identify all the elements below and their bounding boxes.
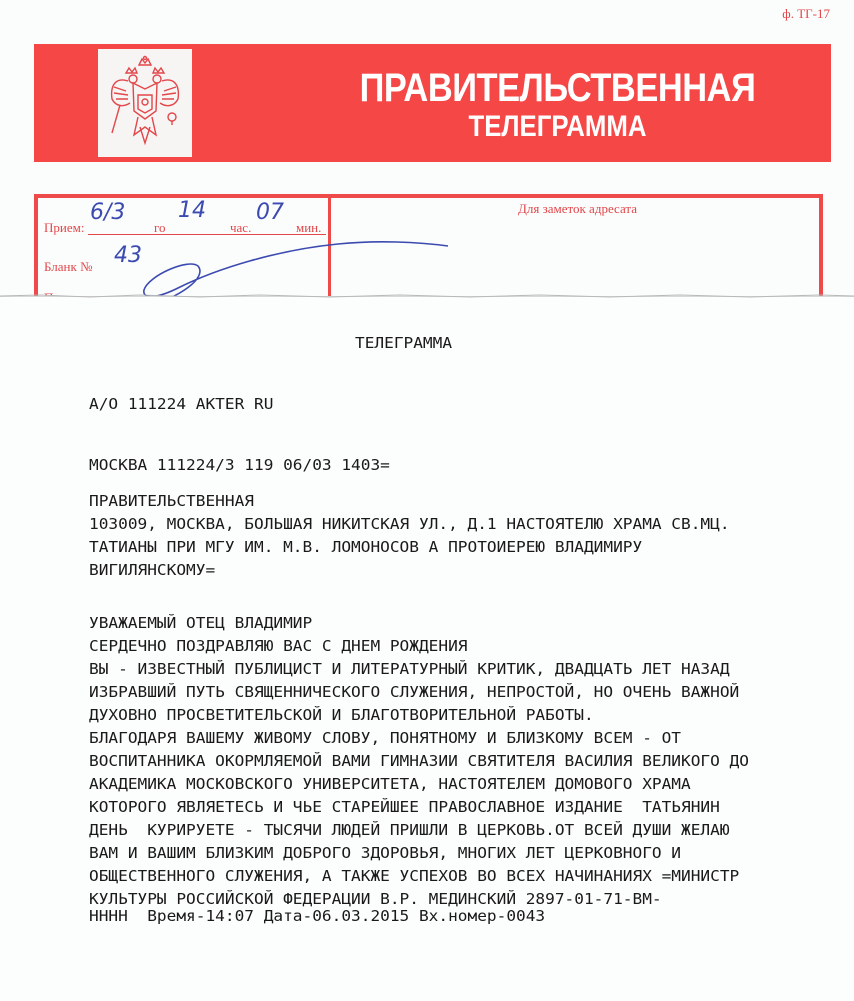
form-code: ф. ТГ-17 [782,6,830,21]
minute-label: мин. [296,220,322,235]
blank-number-handwritten: 43 [114,243,142,268]
received-label: Прием: [44,220,85,235]
body-line: ВАМ И ВАШИМ БЛИЗКИМ ДОБРОГО ЗДОРОВЬЯ, МНОГИХ ЛЕТ ЦЕРКОВНОГО И [89,844,682,862]
body-line: КУЛЬТУРЫ РОССИЙСКОЙ ФЕДЕРАЦИИ В.Р. МЕДИНСКИЙ 2897-01-71-ВМ- [89,890,662,908]
received-date-handwritten: 6/3 [90,200,126,225]
body-line: ДУХОВНО ПРОСВЕТИТЕЛЬСКОЙ И БЛАГОТВОРИТЕЛЬНОЙ РАБОТЫ. [89,706,594,724]
coat-of-arms-icon [106,55,184,151]
body-line: СЕРДЕЧНО ПОЗДРАВЛЯЮ ВАС С ДНЕМ РОЖДЕНИЯ [89,637,468,655]
body-line: ИЗБРАВШИЙ ПУТЬ СВЯЩЕННИЧЕСКОГО СЛУЖЕНИЯ, НЕПРОСТОЙ, НО ОЧЕНЬ ВАЖНОЙ [89,683,740,701]
telegram-origin: МОСКВА 111224/3 119 06/03 1403= [89,456,390,474]
hour-handwritten: 14 [178,198,206,223]
emblem-frame [98,49,192,157]
body-line: УВАЖАЕМЫЙ ОТЕЦ ВЛАДИМИР [89,614,313,632]
body-line: КОТОРОГО ЯВЛЯЕТЕСЬ И ЧЬЕ СТАРЕЙШЕЕ ПРАВОСЛАВНОЕ ИЗДАНИЕ ТАТЬЯНИН [89,798,720,816]
telegram-footer: НННН Время-14:07 Дата-06.03.2015 Вх.номер-0043 [89,907,546,925]
body-line: ВОСПИТАННИКА ОКОРМЛЯЕМОЙ ВАМИ ГИМНАЗИИ СВЯТИТЕЛЯ ВАСИЛИЯ ВЕЛИКОГО ДО [89,752,749,770]
go-label: го [154,220,166,235]
telegram-heading: ТЕЛЕГРАММА [355,334,453,352]
address-line: 103009, МОСКВА, БОЛЬШАЯ НИКИТСКАЯ УЛ., Д.1 НАСТОЯТЕЛЮ ХРАМА СВ.МЦ. [89,515,730,533]
body-line: АКАДЕМИКА МОСКОВСКОГО УНИВЕРСИТЕТА, НАСТОЯТЕЛЕМ ДОМОВОГО ХРАМА [89,775,691,793]
body-line: ОБЩЕСТВЕННОГО СЛУЖЕНИЯ, А ТАКЖЕ УСПЕХОВ ВО ВСЕХ НАЧИНАНИЯХ =МИНИСТР [89,867,740,885]
address-line: ПРАВИТЕЛЬСТВЕННАЯ [89,492,254,510]
hour-label: час. [230,220,252,235]
body-line: ВЫ - ИЗВЕСТНЫЙ ПУБЛИЦИСТ И ЛИТЕРАТУРНЫЙ КРИТИК, ДВАДЦАТЬ ЛЕТ НАЗАД [89,660,730,678]
minute-handwritten: 07 [256,200,284,225]
notes-label: Для заметок адресата [518,201,638,216]
telegram-routing: А/О 111224 AKTER RU [89,395,274,413]
banner-title: ПРАВИТЕЛЬСТВЕННАЯ [359,66,756,110]
torn-edge [0,292,854,300]
body-line: БЛАГОДАРЯ ВАШЕМУ ЖИВОМУ СЛОВУ, ПОНЯТНОМУ И БЛИЗКОМУ ВСЕМ - ОТ [89,729,682,747]
body-line: ДЕНЬ КУРИРУЕТЕ - ТЫСЯЧИ ЛЮДЕЙ ПРИШЛИ В ЦЕРКОВЬ.ОТ ВСЕЙ ДУШИ ЖЕЛАЮ [89,821,730,839]
address-line: ВИГИЛЯНСКОМУ= [89,561,216,579]
header-banner [34,44,831,162]
blank-label: Бланк № [44,259,93,274]
address-line: ТАТИАНЫ ПРИ МГУ ИМ. М.В. ЛОМОНОСОВ А ПРОТОИЕРЕЮ ВЛАДИМИРУ [89,538,643,556]
banner-subtitle: ТЕЛЕГРАММА [468,110,647,143]
